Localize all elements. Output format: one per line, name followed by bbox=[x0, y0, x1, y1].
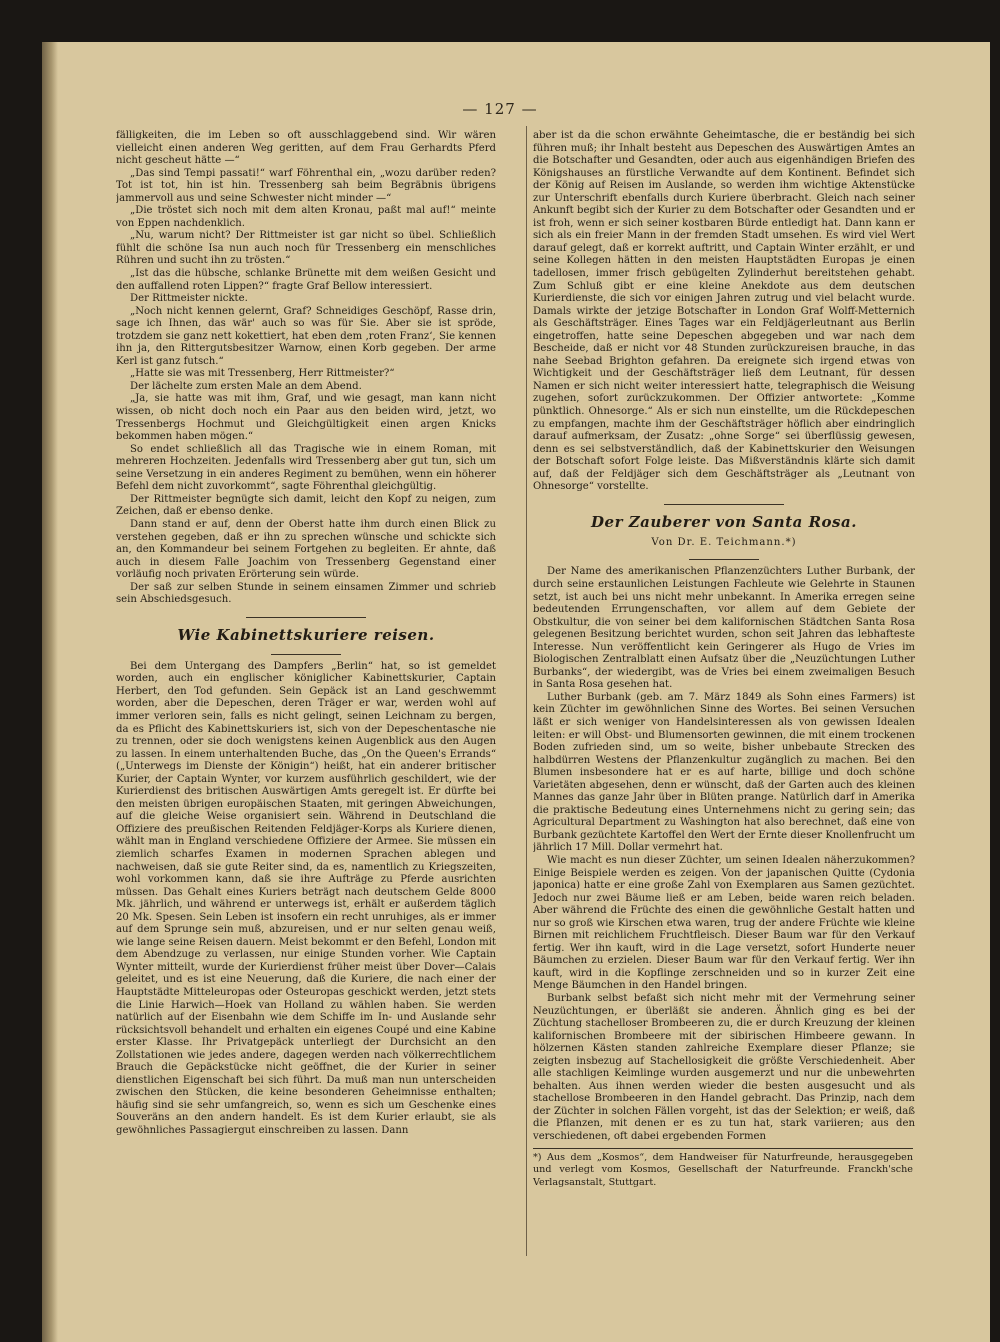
paragraph: Der Rittmeister begnügte sich damit, leicht den Kopf zu neigen, zum Zeichen, daß er ebenso denke. bbox=[116, 493, 496, 518]
paragraph: Der saß zur selben Stunde in seinem einsamen Zimmer und schrieb sein Abschiedsgesuch. bbox=[116, 581, 496, 606]
left-column-story-continuation bbox=[116, 130, 496, 607]
page-number: — 127 — bbox=[462, 100, 538, 118]
paragraph: Wie macht es nun dieser Züchter, um seinen Idealen näherzukommen? Einige Beispiele werden es zeigen. Von der japanischen Quitte (Cydonia japonica) hatte er eine große Zahl von Exemplaren aus Samen gezüchtet. Jedoch nur zwei Bäume ließ er am Leben, beide waren reich beladen. Aber während die Früchte des einen die gewöhnliche Gestalt hatten und nur so groß wie Kirschen etwa waren, trug der andere Früchte wie kleine Birnen mit reichlichem Fruchtfleisch. Dieser Baum war für den Verkauf fertig. Wer ihn kauft, wird in die Lage versetzt, sofort Hunderte neuer Bäumchen zu erzielen. Dieser Baum war für den Verkauf fertig. Wer ihn kauft, wird in die Kopflinge zerschneiden und so in kurzer Zeit eine Menge Bäumchen in den Handel bringen. bbox=[533, 854, 915, 992]
article-title-kabinettskuriere: Wie Kabinettskuriere reisen. bbox=[177, 625, 435, 644]
paragraph: Luther Burbank (geb. am 7. März 1849 als Sohn eines Farmers) ist kein Züchter im gewöhnlichen Sinne des Wortes. Bei seinen Versuchen läßt er sich weniger von Handelsinteressen als von gewissen Idealen leiten: er will Obst- und Blumensorten gewinnen, die mit einem trockenen Boden zufrieden sind, um so weite, bisher unbebaute Strecken des halbdürren Westens der Pflanzenkultur zugänglich zu machen. Bei den Blumen insbesondere hat er es auf harte, billige und doch schöne Varietäten abgesehen, denn er wünscht, daß der Garten auch des kleinen Mannes das ganze Jahr über in Blüten prange. Natürlich darf in Amerika die praktische Bedeutung eines Unternehmens nicht zu gering sein; das Agricultural Department zu Washington hat also berechnet, daß eine von Burbank gezüchtete Kartoffel den Wert der Ernte dieser Knollenfrucht um jährlich 17 Mill. Dollar vermehrt hat. bbox=[533, 691, 915, 854]
paragraph: „Ist das die hübsche, schlanke Brünette mit dem weißen Gesicht und den auffallend roten Lippen?“ fragte Graf Bellow interessiert. bbox=[116, 268, 496, 292]
article-title-zauberer: Der Zauberer von Santa Rosa. bbox=[591, 512, 857, 531]
paragraph: „Die tröstet sich noch mit dem alten Kronau, paßt mal auf!“ meinte von Eppen nachdenklich. bbox=[116, 205, 496, 229]
page-spine-shadow bbox=[42, 42, 58, 1342]
left-column bbox=[116, 130, 496, 1258]
column-rule bbox=[526, 126, 527, 1256]
paragraph: „Das sind Tempi passati!“ warf Föhrenthal ein, „wozu darüber reden? Tot ist tot, hin ist hin. Tressenberg sah beim Begräbnis übrigens jammervoll aus und seine Schwester nicht minder —“ bbox=[116, 167, 496, 204]
paragraph: aber ist da die schon erwähnte Geheimtasche, die er beständig bei sich führen muß; ihr Inhalt besteht aus Depeschen des Auswärtigen Amtes an die Botschafter und Gesandten, oder auch aus eigenhändigen Briefen des Königshauses an fürstliche Verwandte auf dem Kontinent. Befindet sich der König auf Reisen im Auslande, so werden ihm wichtige Aktenstücke zur Unterschrift ebenfalls durch Kuriere überbracht. Gleich nach seiner Ankunft begibt sich der Kurier zu dem Botschafter oder Gesandten und er ist froh, wenn er sich seiner kostbaren Bürde entledigt hat. Dann kann er sich als ein freier Mann in der fremden Stadt umsehen. Es wird viel Wert darauf gelegt, daß er korrekt auftritt, und Captain Winter erzählt, er und seine Kollegen hätten in den meisten Hauptstädten Europas je einen tadellosen, immer frisch gebügelten Zylinderhut bereitstehen gehabt. Zum Schluß gibt er eine kleine Anekdote aus dem deutschen Kurierdienste, die sich vor einigen Jahren zutrug und viel belacht wurde. Damals wirkte der jetzige Botschafter in London Graf Wolff-Metternich als Geschäftsträger. Eines Tages war ein Feldjägerleutnant aus Berlin eingetroffen, hatte seine Depeschen abgegeben und war nach dem Bescheide, daß er nicht vor 48 Stunden zurückzureisen brauche, in das nahe Seebad Brighton gefahren. Da ereignete sich irgend etwas von Wichtigkeit und der Geschäftsträger ließ dem Leutnant, für dessen Namen er sich nicht weiter interessiert hatte, telegraphisch die Weisung zugehen, sofort zurückzukommen. Der Offizier antwortete: „Komme pünktlich. Ohnesorge.“ Als er sich nun einstellte, um die Rückdepeschen zu empfangen, machte ihm der Geschäftsträger höflich aber eindringlich darauf aufmerksam, der Zusatz: „ohne Sorge“ sei überflüssig gewesen, denn es sei selbstverständlich, daß der Kabinettskurier den Weisungen der Botschaft sofort Folge leiste. Das Mißverständnis klärte sich damit auf, daß der Feldjäger sich dem Geschäftsträger als „Leutnant von Ohnesorge“ vorstellte. bbox=[533, 130, 915, 493]
title-separator bbox=[271, 654, 341, 655]
paragraph: Der Rittmeister nickte. bbox=[130, 293, 248, 305]
paragraph: „Hatte sie was mit Tressenberg, Herr Rittmeister?“ bbox=[130, 368, 395, 380]
paragraph: Der lächelte zum ersten Male an dem Abend. bbox=[130, 380, 362, 392]
paragraph: fälligkeiten, die im Leben so oft ausschlaggebend sind. Wir wären vielleicht einen anderen Weg geritten, auf dem Frau Gerhardts Pferd nicht gescheut hätte —“ bbox=[116, 130, 496, 167]
paragraph: „Ja, sie hatte was mit ihm, Graf, und wie gesagt, man kann nicht wissen, ob nicht doch noch ein Paar aus den beiden wird, jetzt, wo Tressenbergs Hochmut und Gleichgültigkeit einen argen Knicks bekommen haben mögen.“ bbox=[116, 393, 496, 443]
paragraph: So endet schließlich all das Tragische wie in einem Roman, mit mehreren Hochzeiten. Jedenfalls wird Tressenberg aber gut tun, sich um seine Versetzung in ein anderes Regiment zu bemühen, wenn ein höherer Befehl dem nicht zuvorkommt“, sagte Föhrenthal gleichgültig. bbox=[116, 443, 496, 493]
paragraph: Burbank selbst befaßt sich nicht mehr mit der Vermehrung seiner Neuzüchtungen, er überläßt sie anderen. Ähnlich ging es bei der Züchtung stachelloser Brombeeren zu, die er durch Kreuzung der kleinen kalifornischen Brombeere mit der sibirischen Himbeere gewann. In hölzernen Kästen standen zahlreiche Exemplare dieser Pflanze; sie zeigten insbezug auf Stachellosigkeit die größte Verschiedenheit. Aber alle stachligen Keimlinge wurden ausgemerzt und nur die unbewehrten behalten. Aus ihnen werden wieder die besten ausgesucht und als stachellose Brombeeren in den Handel gebracht. Das Prinzip, nach dem der Züchter in solchen Fällen vorgeht, ist das der Selektion; er weiß, daß die Pflanzen, mit denen er es zu tun hat, stark variieren; aus den verschiedenen, oft dabei ergebenden Formen bbox=[533, 993, 915, 1143]
paragraph: „Noch nicht kennen gelernt, Graf? Schneidiges Geschöpf, Rasse drin, sage ich Ihnen, das wär' auch so was für Sie. Aber sie ist spröde, trotzdem sie ganz nett kokettiert, hat eben dem ‚roten Franz‘, Sie kennen ihn ja, den Rittergutsbesitzer Warnow, einen Korb gegeben. Der arme Kerl ist ganz futsch.“ bbox=[116, 305, 496, 367]
section-separator bbox=[246, 617, 366, 618]
article-body-kabinettskuriere bbox=[116, 661, 496, 1138]
paragraph: Dann stand er auf, denn der Oberst hatte ihm durch einen Blick zu verstehen gegeben, daß er ihn zu sprechen wünsche und schickte sich an, den Kommandeur bei seinem Fortgehen zu begleiten. Er ahnte, daß auch in diesem Falle Joachim von Tressenberg Gegenstand einer vorläufig noch privaten Erörterung sein würde. bbox=[116, 518, 496, 581]
section-separator bbox=[664, 504, 784, 505]
right-column bbox=[533, 130, 915, 1258]
footnote: *) Aus dem „Kosmos“, dem Handweiser für Naturfreunde, herausgegeben und verlegt vom Kosmos, Gesellschaft der Naturfreunde. Franckh'sche Verlagsanstalt, Stuttgart. bbox=[533, 1148, 913, 1190]
article-body-zauberer bbox=[533, 566, 915, 1143]
newspaper-page bbox=[42, 42, 990, 1342]
paragraph: Der Name des amerikanischen Pflanzenzüchters Luther Burbank, der durch seine erstaunlichen Leistungen Fachleute wie Gelehrte in Staunen setzt, ist auch bei uns nicht mehr unbekannt. In Amerika erregen seine bedeutenden Errungenschaften, vor allem auf dem Gebiete der Obstkultur, die von seiner bei dem kalifornischen Städtchen Santa Rosa gelegenen Besitzung berichtet wurden, schon seit Jahren das lebhafteste Interesse. Nun veröffentlicht kein Geringerer als Hugo de Vries im Biologischen Zentralblatt einen Aufsatz über die „Neuzüchtungen Luther Burbanks“, der wiedergibt, was de Vries bei einem zweimaligen Besuch in Santa Rosa gesehen hat. bbox=[533, 566, 915, 691]
title-separator bbox=[689, 559, 759, 560]
paragraph: „Nu, warum nicht? Der Rittmeister ist gar nicht so übel. Schließlich fühlt die schöne Isa nun auch noch für Tressenberg ein menschliches Rühren und sucht ihn zu trösten.“ bbox=[116, 230, 496, 267]
paragraph: Bei dem Untergang des Dampfers „Berlin“ hat, so ist gemeldet worden, auch ein englischer königlicher Kabinettskurier, Captain Herbert, den Tod gefunden. Sein Gepäck ist an Land geschwemmt worden, aber die Depeschen, deren Träger er war, werden wohl auf immer verloren sein, falls es nicht gelingt, seinen Leichnam zu bergen, da es Pflicht des Kabinettskuriers ist, sich von der Depeschentasche nie zu trennen, oder sie doch wenigstens keinen Augenblick aus den Augen zu lassen. In einem unterhaltenden Buche, das „On the Queen's Errands“ („Unterwegs im Dienste der Königin“) heißt, hat ein anderer britischer Kurier, der Captain Wynter, vor kurzem ausführlich geschildert, wie der Kurierdienst des britischen Auswärtigen Amts geregelt ist. Er dürfte bei den meisten übrigen europäischen Staaten, mit geringen Abweichungen, auf die gleiche Weise organisiert sein. Während in Deutschland die Offiziere des preußischen Reitenden Feldjäger-Korps als Kuriere dienen, wählt man in England verschiedene Offiziere der Armee. Sie müssen ein ziemlich scharfes Examen in modernen Sprachen ablegen und nachweisen, daß sie gute Reiter sind, da es, namentlich zu Kriegszeiten, wohl vorkommen kann, daß sie ihre Aufträge zu Pferde ausrichten müssen. Das Gehalt eines Kuriers beträgt nach deutschem Gelde 8000 Mk. jährlich, und während er unterwegs ist, erhält er außerdem täglich 20 Mk. Spesen. Sein Leben ist insofern ein recht unruhiges, als er immer auf dem Sprunge sein muß, abzureisen, und er nur selten genau weiß, wie lange seine Reisen dauern. Meist bekommt er den Befehl, London mit dem Abendzuge zu verlassen, nur einige Stunden vorher. Wie Captain Wynter mitteilt, wurde der Kurierdienst früher meist über Dover—Calais geleitet, und es ist eine Neuerung, daß die Kuriere, die nach einer der Hauptstädte Mitteleuropas oder Osteuropas geschickt werden, jetzt stets die Linie Harwich—Hoek van Holland zu wählen haben. Sie werden natürlich auf der Eisenbahn wie dem Schiffe im In- und Auslande sehr rücksichtsvoll behandelt und erhalten ein eigenes Coupé und eine Kabine erster Klasse. Ihr Privatgepäck unterliegt der Durchsicht an den Zollstationen wie jedes andere, dagegen werden nach völkerrechtlichem Brauch die Gepäckstücke nicht geöffnet, die der Kurier in seiner dienstlichen Eigenschaft bei sich führt. Da muß man nun unterscheiden zwischen den Stücken, die keine besonderen Geheimnisse enthalten; häufig sind sie sehr umfangreich, so, wenn es sich um Geschenke eines Souveräns an den andern handelt. Es ist dem Kurier erlaubt, sie als gewöhnliches Passagiergut einschreiben zu lassen. Dann bbox=[116, 660, 496, 1137]
article-body-kabinettskuriere-continued bbox=[533, 130, 915, 494]
byline: Von Dr. E. Teichmann.*) bbox=[651, 536, 797, 548]
